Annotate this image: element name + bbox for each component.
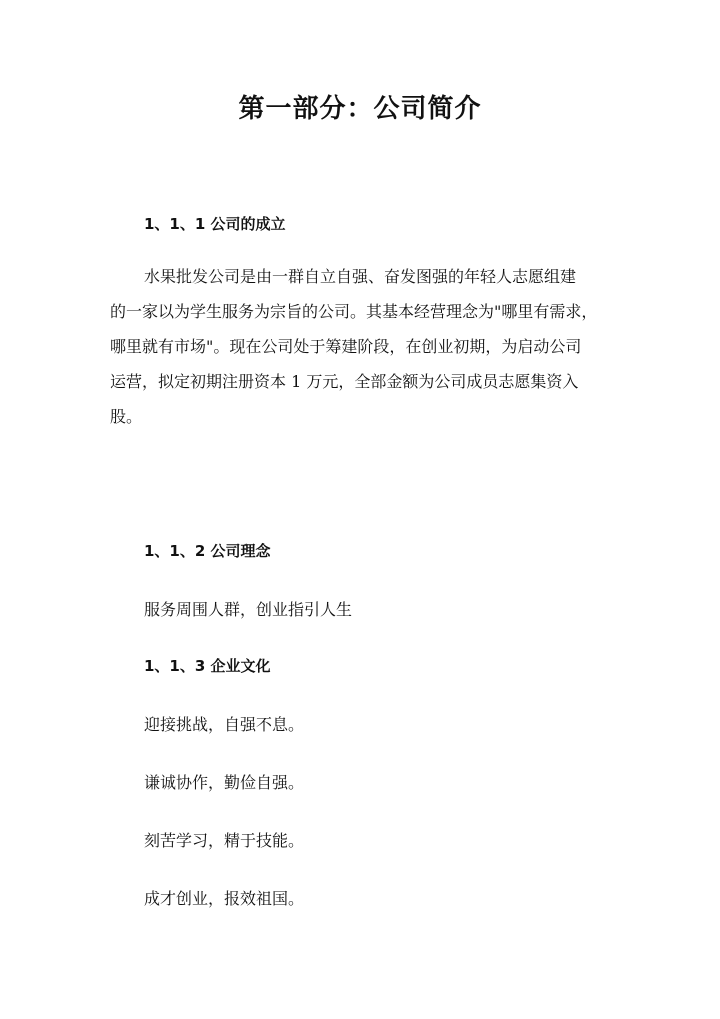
culture-line: 刻苦学习，精于技能。 — [144, 831, 305, 850]
culture-line: 谦诚协作，勤俭自强。 — [144, 773, 305, 792]
page-title: 第一部分：公司简介 — [238, 94, 482, 124]
paragraph-line: 水果批发公司是由一群自立自强、奋发图强的年轻人志愿组建 — [144, 267, 577, 286]
paragraph-line: 运营，拟定初期注册资本 1 万元，全部金额为公司成员志愿集资入 — [110, 372, 579, 391]
philosophy-line: 服务周围人群，创业指引人生 — [144, 600, 353, 619]
section-heading-philosophy: 1、1、2 公司理念 — [144, 542, 271, 560]
culture-line: 迎接挑战，自强不息。 — [144, 715, 305, 734]
paragraph-line: 股。 — [110, 407, 143, 426]
section-heading-culture: 1、1、3 企业文化 — [144, 657, 271, 675]
section-heading-founding: 1、1、1 公司的成立 — [144, 215, 286, 233]
founding-paragraph — [110, 259, 610, 434]
culture-line: 成才创业，报效祖国。 — [144, 889, 305, 908]
paragraph-line: 哪里就有市场"。现在公司处于筹建阶段，在创业初期，为启动公司 — [110, 337, 582, 356]
paragraph-line: 的一家以为学生服务为宗旨的公司。其基本经营理念为"哪里有需求， — [110, 302, 598, 321]
